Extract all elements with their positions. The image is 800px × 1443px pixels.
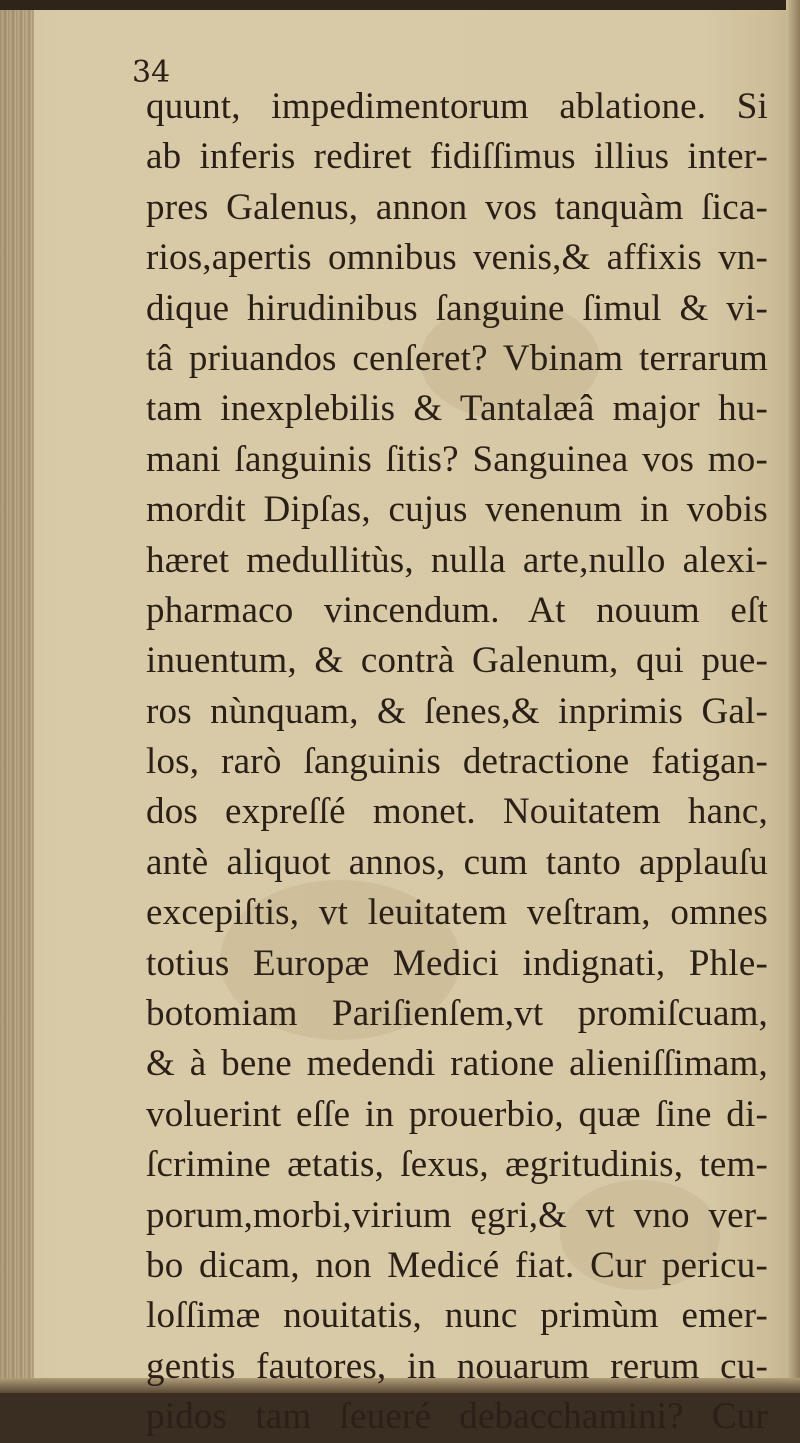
text-line: excepiſtis, vt leuitatem veſtram, omnes xyxy=(146,892,768,934)
text-line: ros nùnquam, & ſenes,& inprimis Gal- xyxy=(146,690,768,732)
text-line: & à bene medendi ratione alieniſſimam, xyxy=(146,1043,768,1085)
text-line: los, rarò ſanguinis detractione fatigan- xyxy=(146,741,768,783)
text-line: tam inexplebilis & Tantalæâ major hu- xyxy=(146,388,768,430)
text-line: totius Europæ Medici indignati, Phle- xyxy=(146,942,768,984)
text-line: mordit Dipſas, cujus venenum in vobis xyxy=(146,489,768,531)
text-line: voluerint eſſe in prouerbio, quæ ſine di- xyxy=(146,1093,768,1135)
text-line: pharmaco vincendum. At nouum eſt xyxy=(146,589,768,631)
text-line: dique hirudinibus ſanguine ſimul & vi- xyxy=(146,287,768,329)
text-line: ſcrimine ætatis, ſexus, ægritudinis, tem- xyxy=(146,1144,768,1186)
page-binding-gutter xyxy=(0,0,34,1393)
text-line: hæret medullitùs, nulla arte,nullo alexi- xyxy=(146,539,768,581)
text-line: rios,apertis omnibus venis,& affixis vn- xyxy=(146,237,768,279)
text-line: mani ſanguinis ſitis? Sanguinea vos mo- xyxy=(146,438,768,480)
text-line: loſſimæ nouitatis, nunc primùm emer- xyxy=(146,1295,768,1337)
text-line: bo dicam, non Medicé fiat. Cur pericu- xyxy=(146,1244,768,1286)
text-line: gentis fautores, in nouarum rerum cu- xyxy=(146,1345,768,1387)
text-line: ab inferis rediret fidiſſimus illius inter- xyxy=(146,136,768,178)
page-top-edge xyxy=(0,0,800,10)
text-line: quunt, impedimentorum ablatione. Si xyxy=(146,86,768,127)
text-line: porum,morbi,virium ęgri,& vt vno ver- xyxy=(146,1194,768,1236)
text-line: antè aliquot annos, cum tanto applauſu xyxy=(146,841,768,883)
text-line: inuentum, & contrà Galenum, qui pue- xyxy=(146,640,768,682)
text-line: tâ priuandos cenſeret? Vbinam terrarum xyxy=(146,337,768,379)
page-number: 34 xyxy=(132,55,171,90)
body-text xyxy=(146,82,768,1443)
text-line: pres Galenus, annon vos tanquàm ſica- xyxy=(146,186,768,228)
page-right-edge xyxy=(786,0,800,1393)
text-line: dos expreſſé monet. Nouitatem hanc, xyxy=(146,791,768,833)
text-line: botomiam Pariſienſem,vt promiſcuam, xyxy=(146,993,768,1035)
text-line: pidos tam ſeueré debacchamini? Cur xyxy=(146,1396,768,1438)
